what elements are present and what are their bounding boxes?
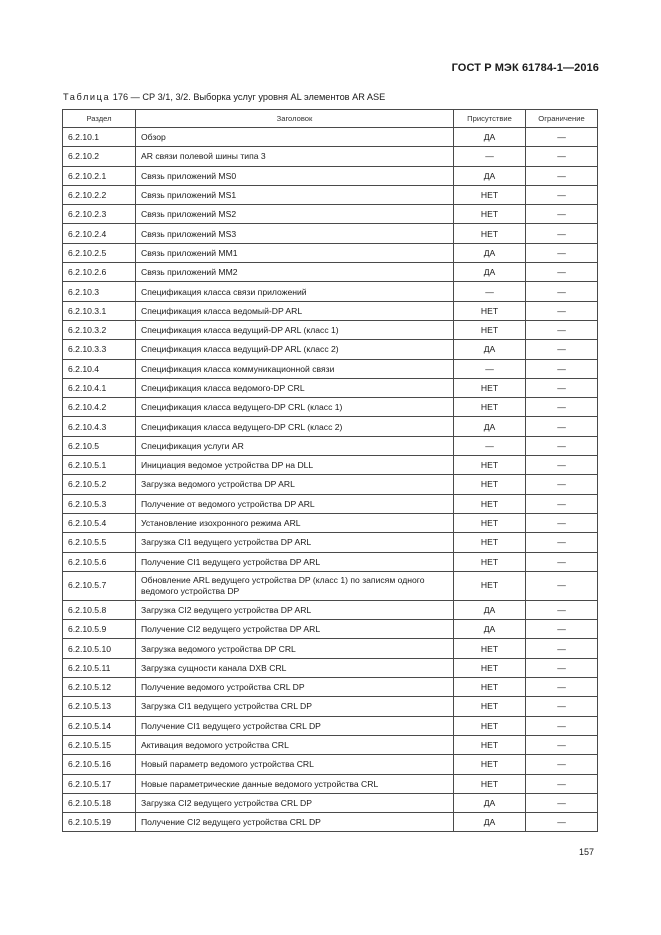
table-row [63, 147, 598, 166]
presence-cell: НЕТ [454, 513, 526, 532]
section-cell: 6.2.10.5.4 [63, 513, 136, 532]
table-row [63, 620, 598, 639]
title-cell: Получение CI2 ведущего устройства CRL DP [136, 813, 454, 832]
section-cell: 6.2.10.5.15 [63, 735, 136, 754]
restriction-cell: — [526, 166, 598, 185]
presence-cell: НЕТ [454, 697, 526, 716]
restriction-cell: — [526, 185, 598, 204]
table-row [63, 552, 598, 571]
section-cell: 6.2.10.2.5 [63, 243, 136, 262]
title-cell: Связь приложений MS1 [136, 185, 454, 204]
presence-cell: — [454, 282, 526, 301]
title-cell: Загрузка сущности канала DXB CRL [136, 658, 454, 677]
title-cell: Загрузка ведомого устройства DP ARL [136, 475, 454, 494]
title-cell: Загрузка CI1 ведущего устройства CRL DP [136, 697, 454, 716]
section-cell: 6.2.10.5.17 [63, 774, 136, 793]
restriction-cell: — [526, 224, 598, 243]
section-cell: 6.2.10.5.14 [63, 716, 136, 735]
presence-cell: ДА [454, 340, 526, 359]
table-row [63, 359, 598, 378]
table-row [63, 774, 598, 793]
presence-cell: НЕТ [454, 301, 526, 320]
restriction-cell: — [526, 340, 598, 359]
title-cell: Спецификация услуги AR [136, 436, 454, 455]
title-cell: Связь приложений MS2 [136, 205, 454, 224]
restriction-cell: — [526, 475, 598, 494]
title-cell: Получение CI1 ведущего устройства CRL DP [136, 716, 454, 735]
title-cell: Спецификация класса ведомый-DP ARL [136, 301, 454, 320]
table-row [63, 755, 598, 774]
presence-cell: НЕТ [454, 494, 526, 513]
presence-cell: НЕТ [454, 774, 526, 793]
section-cell: 6.2.10.3.1 [63, 301, 136, 320]
column-header-restriction: Ограничение [526, 110, 598, 128]
restriction-cell: — [526, 697, 598, 716]
section-cell: 6.2.10.3.2 [63, 320, 136, 339]
table-caption-label: Таблица [63, 92, 111, 102]
section-cell: 6.2.10.2.4 [63, 224, 136, 243]
table-row [63, 494, 598, 513]
presence-cell: НЕТ [454, 533, 526, 552]
section-cell: 6.2.10.5.7 [63, 571, 136, 600]
table-row [63, 716, 598, 735]
title-cell: Активация ведомого устройства CRL [136, 735, 454, 754]
title-cell: Обновление ARL ведущего устройства DP (класс 1) по записям одного ведомого устройства DP [136, 571, 454, 600]
section-cell: 6.2.10.5.19 [63, 813, 136, 832]
title-cell: Спецификация класса связи приложений [136, 282, 454, 301]
section-cell: 6.2.10.2 [63, 147, 136, 166]
table-row [63, 263, 598, 282]
table-row [63, 658, 598, 677]
restriction-cell: — [526, 533, 598, 552]
title-cell: AR связи полевой шины типа 3 [136, 147, 454, 166]
restriction-cell: — [526, 513, 598, 532]
title-cell: Загрузка CI1 ведущего устройства DP ARL [136, 533, 454, 552]
presence-cell: — [454, 359, 526, 378]
table-header-row [63, 110, 598, 128]
restriction-cell: — [526, 378, 598, 397]
restriction-cell: — [526, 456, 598, 475]
table-caption [63, 92, 385, 102]
restriction-cell: — [526, 398, 598, 417]
restriction-cell: — [526, 243, 598, 262]
table-row [63, 417, 598, 436]
restriction-cell: — [526, 571, 598, 600]
title-cell: Получение от ведомого устройства DP ARL [136, 494, 454, 513]
presence-cell: НЕТ [454, 552, 526, 571]
section-cell: 6.2.10.2.2 [63, 185, 136, 204]
restriction-cell: — [526, 755, 598, 774]
title-cell: Загрузка CI2 ведущего устройства CRL DP [136, 793, 454, 812]
title-cell: Новые параметрические данные ведомого устройства CRL [136, 774, 454, 793]
table-row [63, 166, 598, 185]
presence-cell: НЕТ [454, 639, 526, 658]
section-cell: 6.2.10.5.9 [63, 620, 136, 639]
presence-cell: ДА [454, 813, 526, 832]
presence-cell: ДА [454, 128, 526, 147]
table-row [63, 793, 598, 812]
table-row [63, 533, 598, 552]
restriction-cell: — [526, 359, 598, 378]
restriction-cell: — [526, 494, 598, 513]
section-cell: 6.2.10.5.18 [63, 793, 136, 812]
title-cell: Получение ведомого устройства CRL DP [136, 678, 454, 697]
section-cell: 6.2.10.4 [63, 359, 136, 378]
restriction-cell: — [526, 205, 598, 224]
table-row [63, 639, 598, 658]
table-body [63, 128, 598, 832]
table-row [63, 340, 598, 359]
section-cell: 6.2.10.5.8 [63, 600, 136, 619]
title-cell: Спецификация класса ведущего-DP CRL (класс 1) [136, 398, 454, 417]
title-cell: Связь приложений MM2 [136, 263, 454, 282]
presence-cell: НЕТ [454, 571, 526, 600]
presence-cell: НЕТ [454, 678, 526, 697]
section-cell: 6.2.10.5.10 [63, 639, 136, 658]
restriction-cell: — [526, 436, 598, 455]
restriction-cell: — [526, 301, 598, 320]
section-cell: 6.2.10.4.1 [63, 378, 136, 397]
restriction-cell: — [526, 639, 598, 658]
section-cell: 6.2.10.2.3 [63, 205, 136, 224]
restriction-cell: — [526, 417, 598, 436]
restriction-cell: — [526, 600, 598, 619]
presence-cell: НЕТ [454, 205, 526, 224]
restriction-cell: — [526, 658, 598, 677]
restriction-cell: — [526, 320, 598, 339]
table-row [63, 378, 598, 397]
presence-cell: ДА [454, 620, 526, 639]
table-row [63, 436, 598, 455]
table-row [63, 301, 598, 320]
presence-cell: НЕТ [454, 398, 526, 417]
section-cell: 6.2.10.5.1 [63, 456, 136, 475]
restriction-cell: — [526, 735, 598, 754]
section-cell: 6.2.10.3 [63, 282, 136, 301]
section-cell: 6.2.10.5.11 [63, 658, 136, 677]
restriction-cell: — [526, 620, 598, 639]
title-cell: Спецификация класса коммуникационной связи [136, 359, 454, 378]
table-row [63, 600, 598, 619]
table-row [63, 282, 598, 301]
presence-cell: НЕТ [454, 735, 526, 754]
title-cell: Получение CI2 ведущего устройства DP ARL [136, 620, 454, 639]
restriction-cell: — [526, 774, 598, 793]
restriction-cell: — [526, 147, 598, 166]
restriction-cell: — [526, 128, 598, 147]
restriction-cell: — [526, 793, 598, 812]
title-cell: Спецификация класса ведомого-DP CRL [136, 378, 454, 397]
table-caption-text: 176 — CP 3/1, 3/2. Выборка услуг уровня AL элементов AR ASE [112, 92, 386, 102]
title-cell: Установление изохронного режима ARL [136, 513, 454, 532]
presence-cell: — [454, 147, 526, 166]
section-cell: 6.2.10.5 [63, 436, 136, 455]
services-table [62, 109, 598, 832]
section-cell: 6.2.10.5.12 [63, 678, 136, 697]
title-cell: Загрузка ведомого устройства DP CRL [136, 639, 454, 658]
presence-cell: НЕТ [454, 185, 526, 204]
column-header-section: Раздел [63, 110, 136, 128]
title-cell: Спецификация класса ведущий-DP ARL (класс 2) [136, 340, 454, 359]
restriction-cell: — [526, 282, 598, 301]
restriction-cell: — [526, 813, 598, 832]
column-header-title: Заголовок [136, 110, 454, 128]
section-cell: 6.2.10.5.16 [63, 755, 136, 774]
restriction-cell: — [526, 716, 598, 735]
table-row [63, 678, 598, 697]
presence-cell: ДА [454, 263, 526, 282]
restriction-cell: — [526, 552, 598, 571]
title-cell: Получение CI1 ведущего устройства DP ARL [136, 552, 454, 571]
section-cell: 6.2.10.4.2 [63, 398, 136, 417]
presence-cell: НЕТ [454, 320, 526, 339]
table-row [63, 697, 598, 716]
presence-cell: — [454, 436, 526, 455]
title-cell: Спецификация класса ведущий-DP ARL (класс 1) [136, 320, 454, 339]
section-cell: 6.2.10.5.13 [63, 697, 136, 716]
title-cell: Связь приложений MS0 [136, 166, 454, 185]
section-cell: 6.2.10.4.3 [63, 417, 136, 436]
restriction-cell: — [526, 678, 598, 697]
table-row [63, 224, 598, 243]
presence-cell: НЕТ [454, 224, 526, 243]
table-row [63, 205, 598, 224]
presence-cell: НЕТ [454, 716, 526, 735]
presence-cell: ДА [454, 243, 526, 262]
restriction-cell: — [526, 263, 598, 282]
title-cell: Связь приложений MS3 [136, 224, 454, 243]
title-cell: Обзор [136, 128, 454, 147]
table-row [63, 320, 598, 339]
presence-cell: НЕТ [454, 658, 526, 677]
table-row [63, 513, 598, 532]
section-cell: 6.2.10.2.1 [63, 166, 136, 185]
section-cell: 6.2.10.5.5 [63, 533, 136, 552]
presence-cell: НЕТ [454, 475, 526, 494]
section-cell: 6.2.10.5.2 [63, 475, 136, 494]
table-row [63, 456, 598, 475]
presence-cell: ДА [454, 600, 526, 619]
section-cell: 6.2.10.5.6 [63, 552, 136, 571]
table-row [63, 735, 598, 754]
presence-cell: НЕТ [454, 755, 526, 774]
standard-header: ГОСТ Р МЭК 61784-1—2016 [451, 62, 599, 74]
table-row [63, 398, 598, 417]
page-number: 157 [579, 847, 595, 857]
presence-cell: НЕТ [454, 378, 526, 397]
title-cell: Спецификация класса ведущего-DP CRL (класс 2) [136, 417, 454, 436]
presence-cell: НЕТ [454, 456, 526, 475]
title-cell: Инициация ведомое устройства DP на DLL [136, 456, 454, 475]
table-row [63, 571, 598, 600]
column-header-presence: Присутствие [454, 110, 526, 128]
title-cell: Загрузка CI2 ведущего устройства DP ARL [136, 600, 454, 619]
table-row [63, 185, 598, 204]
table-row [63, 813, 598, 832]
presence-cell: ДА [454, 166, 526, 185]
table-row [63, 475, 598, 494]
section-cell: 6.2.10.2.6 [63, 263, 136, 282]
section-cell: 6.2.10.1 [63, 128, 136, 147]
section-cell: 6.2.10.3.3 [63, 340, 136, 359]
presence-cell: ДА [454, 417, 526, 436]
table-row [63, 128, 598, 147]
table-row [63, 243, 598, 262]
section-cell: 6.2.10.5.3 [63, 494, 136, 513]
presence-cell: ДА [454, 793, 526, 812]
title-cell: Связь приложений MM1 [136, 243, 454, 262]
title-cell: Новый параметр ведомого устройства CRL [136, 755, 454, 774]
